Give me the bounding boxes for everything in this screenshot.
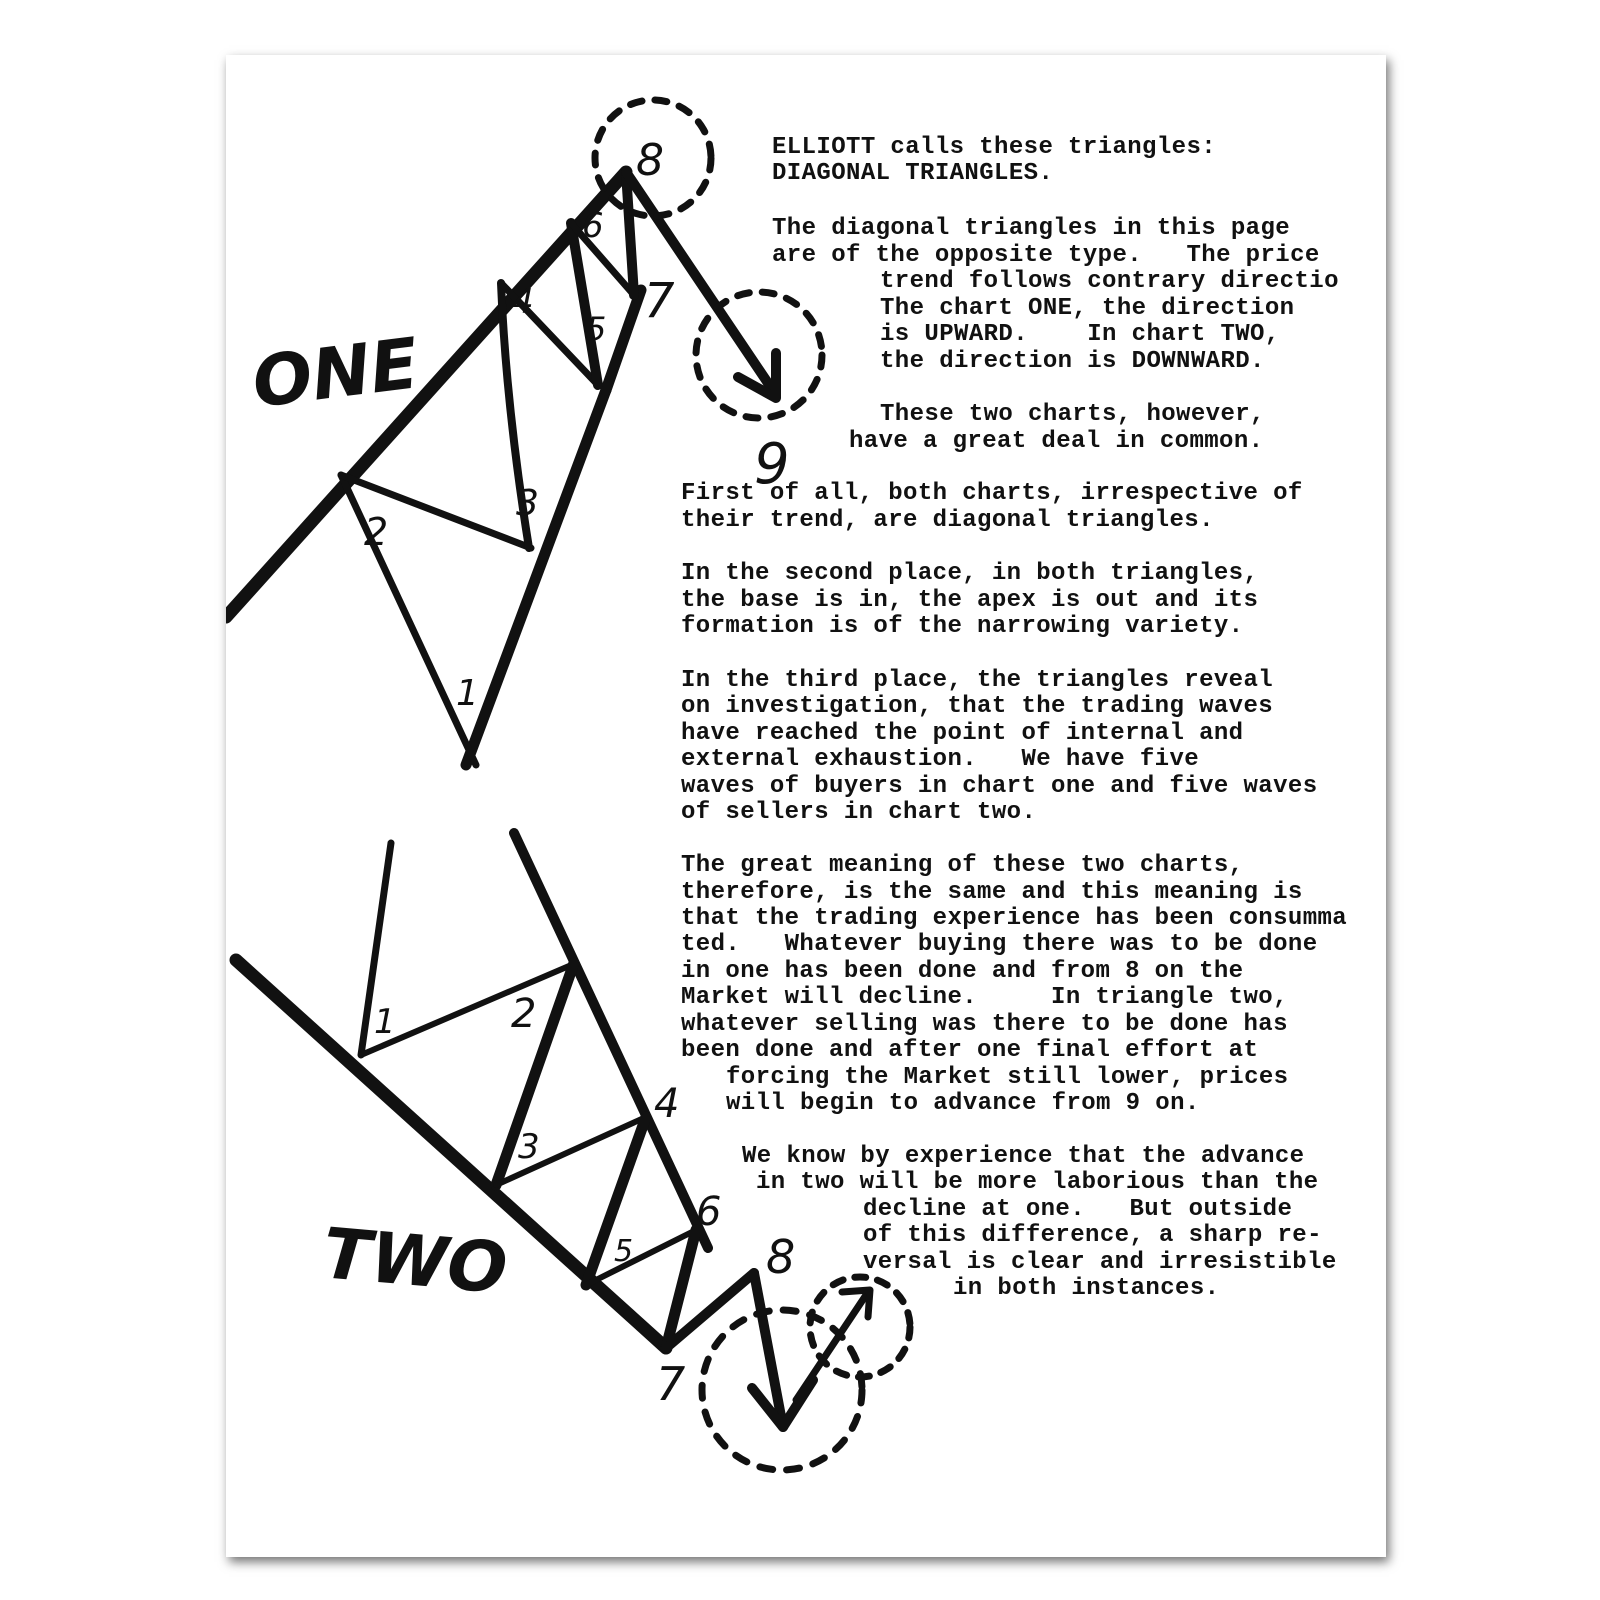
chart-two-wave-label: 4 — [654, 1081, 680, 1127]
text-line: external exhaustion. We have five — [681, 746, 1200, 773]
text-line: First of all, both charts, irrespective of — [681, 480, 1303, 507]
text-line: ELLIOTT calls these triangles: — [772, 134, 1217, 161]
chart-one-label: ONE — [248, 322, 423, 424]
text-line: DIAGONAL TRIANGLES. — [772, 160, 1054, 187]
chart-two-wave-label: 1 — [374, 1002, 396, 1042]
chart-two-label: TWO — [319, 1212, 511, 1311]
text-line: The diagonal triangles in this page — [772, 215, 1291, 242]
text-line: are of the opposite type. The price — [772, 242, 1320, 269]
text-line: in both instances. — [953, 1275, 1220, 1302]
chart-one-wave-label: 8 — [636, 135, 664, 186]
chart-one-wave-label: 5 — [586, 310, 607, 348]
chart-one-wave-label: 7 — [644, 273, 675, 329]
text-line: have reached the point of internal and — [681, 720, 1244, 747]
text-line: The great meaning of these two charts, — [681, 852, 1244, 879]
text-line: trend follows contrary directio — [880, 268, 1339, 295]
text-line: ted. Whatever buying there was to be done — [681, 931, 1318, 958]
text-line: forcing the Market still lower, prices — [726, 1064, 1289, 1091]
text-line: These two charts, however, — [880, 401, 1265, 428]
text-line: In the second place, in both triangles, — [681, 560, 1259, 587]
text-line: The chart ONE, the direction — [880, 295, 1295, 322]
text-line: will begin to advance from 9 on. — [726, 1090, 1200, 1117]
text-line: in one has been done and from 8 on the — [681, 958, 1244, 985]
text-line: versal is clear and irresistible — [863, 1249, 1337, 1276]
text-line: decline at one. But outside — [863, 1196, 1293, 1223]
text-line: in two will be more laborious than the — [756, 1169, 1319, 1196]
chart-two-wave-label: 7 — [656, 1357, 686, 1411]
text-line: In the third place, the triangles reveal — [681, 667, 1274, 694]
chart-one-wave-label: 6 — [582, 206, 604, 246]
text-line: waves of buyers in chart one and five waves — [681, 773, 1318, 800]
chart-two-wave-label: 5 — [614, 1234, 634, 1269]
chart-one-wave-label: 3 — [516, 483, 539, 524]
text-line: formation is of the narrowing variety. — [681, 613, 1244, 640]
text-line: whatever selling was there to be done has — [681, 1011, 1288, 1038]
text-line: We know by experience that the advance — [742, 1143, 1305, 1170]
chart-two-wave-label: 3 — [518, 1127, 540, 1167]
text-line: therefore, is the same and this meaning is — [681, 879, 1303, 906]
text-line: on investigation, that the trading waves — [681, 693, 1274, 720]
chart-one-wave-label: 2 — [364, 510, 389, 554]
chart-one-wave-label: 4 — [512, 282, 534, 322]
chart-one-wave-label: 1 — [456, 673, 479, 714]
chart-two-wave-label: 8 — [766, 1230, 796, 1284]
text-line: have a great deal in common. — [849, 428, 1264, 455]
chart-two-wave-label: 2 — [511, 991, 537, 1037]
text-line: Market will decline. In triangle two, — [681, 984, 1288, 1011]
chart-one-wave-label: 9 — [754, 432, 790, 497]
text-line: that the trading experience has been consumma — [681, 905, 1348, 932]
text-line: of this difference, a sharp re- — [863, 1222, 1322, 1249]
text-line: their trend, are diagonal triangles. — [681, 507, 1214, 534]
text-line: the direction is DOWNWARD. — [880, 348, 1265, 375]
chart-one-triangle — [226, 100, 822, 765]
chart-two-wave-label: 6 — [696, 1189, 722, 1235]
text-line: the base is in, the apex is out and its — [681, 587, 1259, 614]
document-page — [226, 55, 1386, 1557]
text-line: of sellers in chart two. — [681, 799, 1037, 826]
text-line: been done and after one final effort at — [681, 1037, 1259, 1064]
text-line: is UPWARD. In chart TWO, — [880, 321, 1280, 348]
